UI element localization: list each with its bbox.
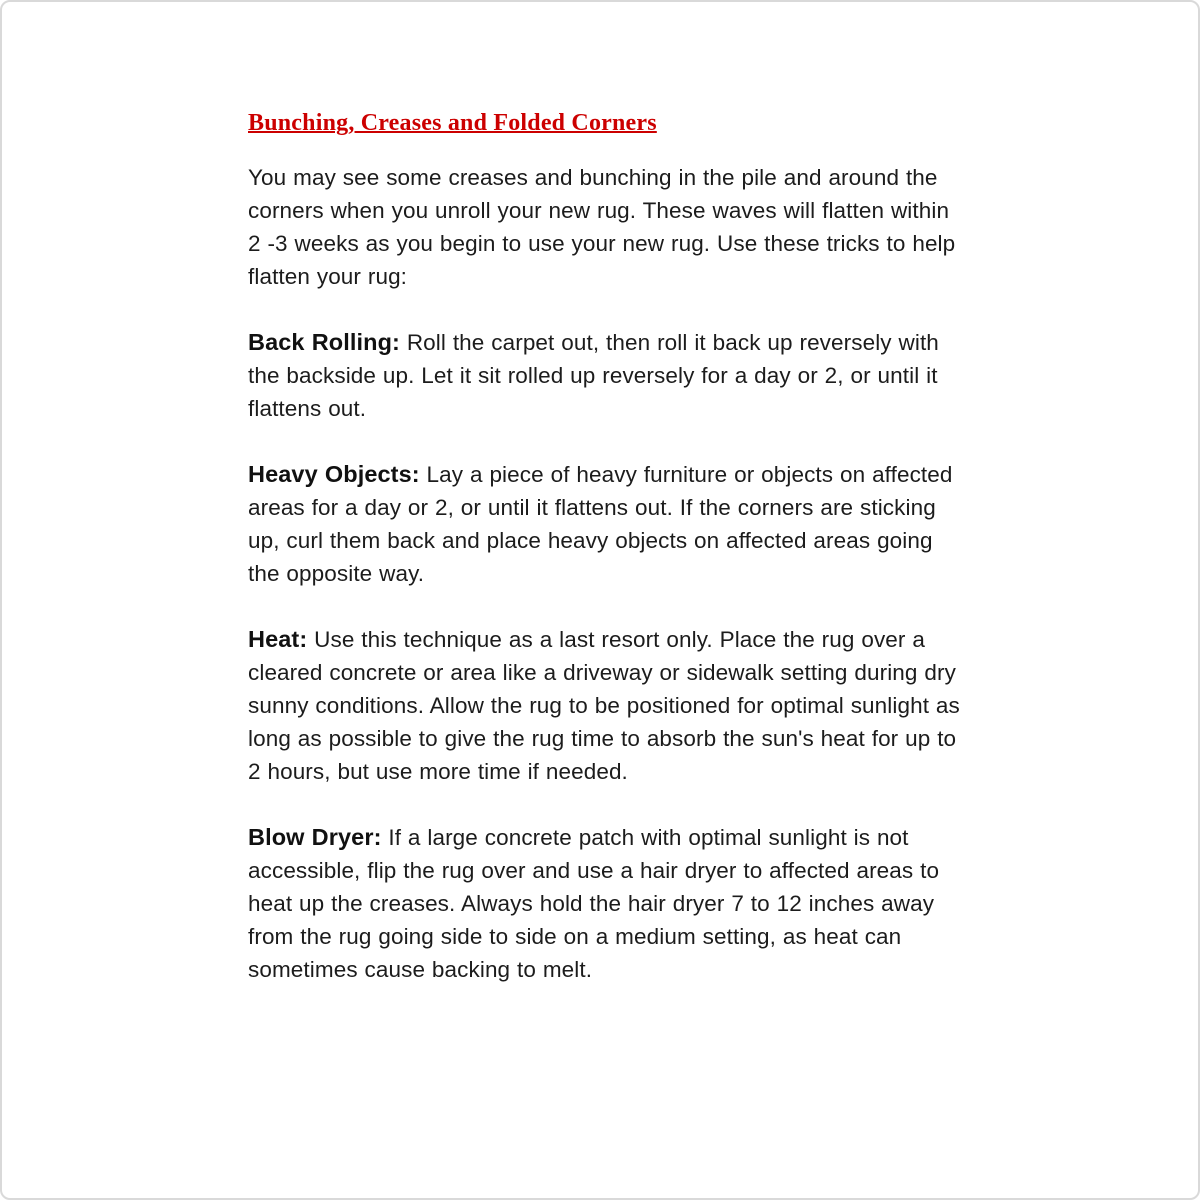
section-lead-heavy-objects: Heavy Objects: (248, 461, 420, 487)
section-text-heavy-objects: Lay a piece of heavy furniture or objects on affected areas for a day or 2, or until it flattens out. If the corners are sticking up, curl them back and place heavy objects on affected areas going the opposite way. (248, 462, 953, 586)
section-heat (248, 623, 960, 788)
intro-paragraph: You may see some creases and bunching in the pile and around the corners when you unroll your new rug. These waves will flatten within 2 -3 weeks as you begin to use your new rug. Use these tricks to help flatten your rug: (248, 165, 956, 289)
section-blow-dryer (248, 821, 960, 986)
document-heading: Bunching, Creases and Folded Corners (248, 110, 657, 136)
section-text-heat: Use this technique as a last resort only. Place the rug over a cleared concrete or area like a driveway or sidewalk setting during dry sunny conditions. Allow the rug to be positioned for optimal sunlight as long as possible to give the rug time to absorb the sun's heat for up to 2 hours, but use more time if needed. (248, 627, 960, 784)
section-back-rolling (248, 326, 960, 425)
document-page (248, 110, 960, 1019)
section-lead-blow-dryer: Blow Dryer: (248, 824, 382, 850)
section-lead-heat: Heat: (248, 626, 308, 652)
section-text-blow-dryer: If a large concrete patch with optimal sunlight is not accessible, flip the rug over and use a hair dryer to affected areas to heat up the creases. Always hold the hair dryer 7 to 12 inches away from the rug going side to side on a medium setting, as heat can sometimes cause backing to melt. (248, 825, 940, 982)
section-lead-back-rolling: Back Rolling: (248, 329, 400, 355)
section-heavy-objects (248, 458, 960, 590)
section-text-back-rolling: Roll the carpet out, then roll it back up reversely with the backside up. Let it sit rolled up reversely for a day or 2, or until it flattens out. (248, 330, 939, 421)
